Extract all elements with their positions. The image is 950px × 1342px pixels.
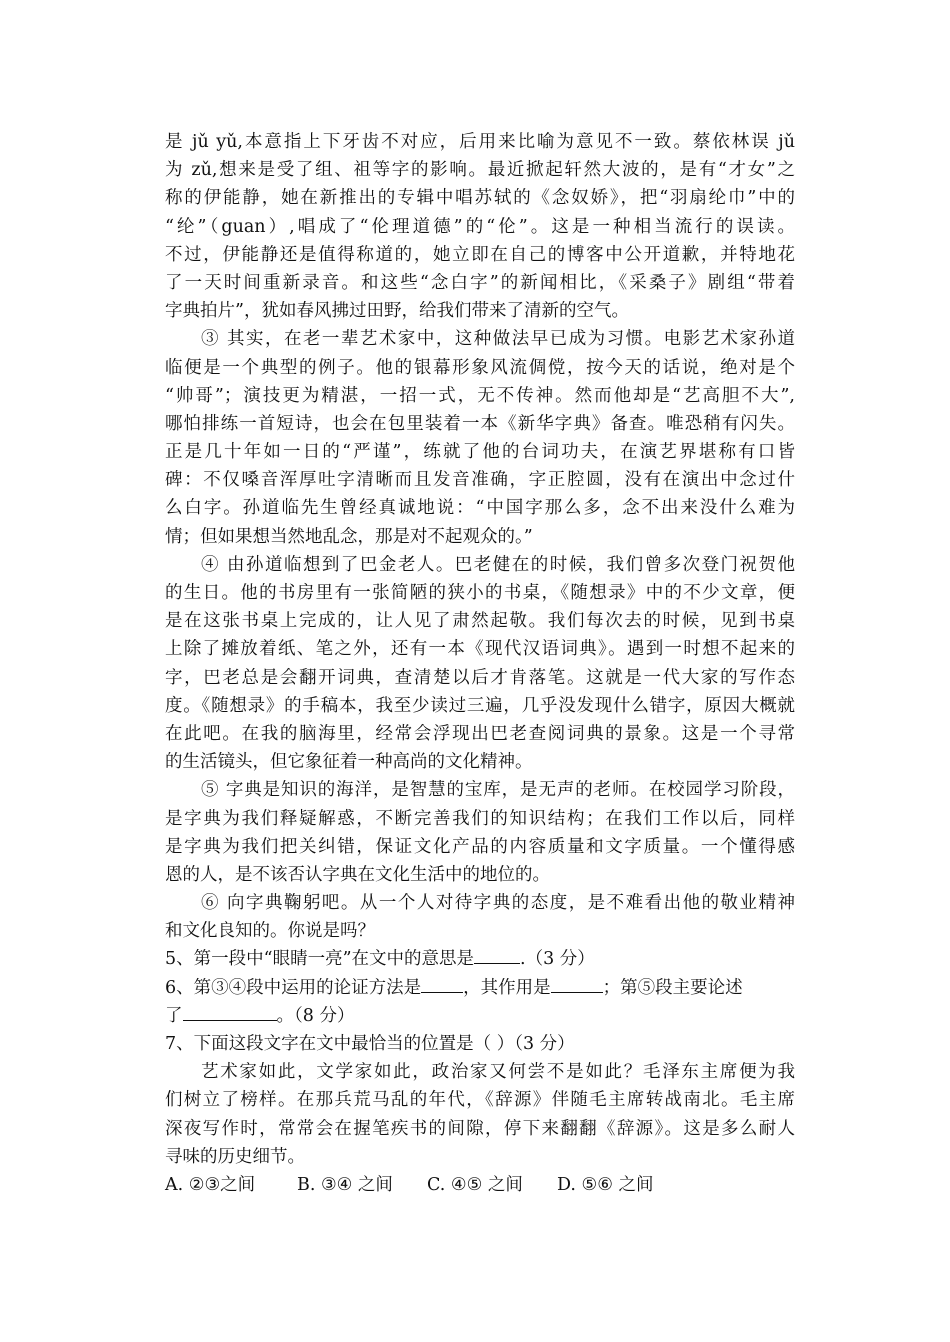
paragraph-4-start: ④ 由孙道临想到了巴金老人。巴老健在的时候，我们曾多次登门祝贺他 [201,554,795,575]
text-line: 是在这张书桌上完成的，让人见了肃然起敬。我们每次去的时候，见到书桌 [165,611,795,632]
text-line: 和文化良知的。你说是吗？ [165,921,375,942]
text-line: 们树立了榜样。在那兵荒马乱的年代，《辞源》伴随毛主席转战南北。毛主席 [165,1090,795,1111]
text-line: 的生活镜头，但它象征着一种高尚的文化精神。 [165,752,533,773]
text-line: 恩的人，是不该否认字典在文化生活中的地位的。 [165,864,550,885]
article-text [165,128,795,1199]
answer-blank[interactable] [474,945,520,964]
question-5-score: .（3 分） [520,949,595,970]
text-line: “帅哥”；演技更为精湛，一招一式，无不传神。然而他却是“艺高胆不大”, [165,385,795,406]
text-line: 度。《随想录》的手稿本，我至少读过三遍，几乎没发现什么错字，原因大概就 [165,695,795,716]
answer-blank[interactable] [183,1002,277,1021]
text-line: 情；但如果想当然地乱念，那是对不起观众的。” [165,526,533,547]
option-a[interactable]: A. ②③之间 [165,1174,256,1195]
text-line: 字典拍片”，犹如春风拂过田野，给我们带来了清新的空气。 [165,301,629,322]
text-line: 上除了摊放着纸、笔之外，还有一本《现代汉语词典》。遇到一时想不起来的 [165,639,795,660]
text-line: 么白字。孙道临先生曾经真诚地说：“中国字那么多，念不出来没什么难为 [165,498,795,519]
text-line: 了一天时间重新录音。和这些“念白字”的新闻相比，《采桑子》剧组“带着 [165,272,795,293]
option-c[interactable]: C. ④⑤ 之间 [427,1174,523,1195]
text-line: 称的伊能静，她在新推出的专辑中唱苏轼的《念奴娇》，把“羽扇纶巾”中的 [165,188,795,209]
text-line: 碑：不仅嗓音浑厚吐字清晰而且发音准确，字正腔圆，没有在演出中念过什 [165,470,795,491]
question-6-text: 了 [165,1005,183,1026]
text-line: 是字典为我们释疑解惑，不断完善我们的知识结构；在我们工作以后，同样 [165,808,795,829]
option-d[interactable]: D. ⑤⑥ 之间 [557,1174,654,1195]
answer-options [165,1171,795,1199]
text-line: 的生日。他的书房里有一张简陋的狭小的书桌，《随想录》中的不少文章，便 [165,583,795,603]
text-line: 在此吧。在我的脑海里，经常会浮现出巴老查阅词典的景象。这是一个寻常 [165,723,795,744]
answer-blank[interactable] [551,974,603,993]
paragraph-6-start: ⑥ 向字典鞠躬吧。从一个人对待字典的态度，是不难看出他的敬业精神 [201,893,795,914]
text-line: 临便是一个典型的例子。他的银幕形象风流倜傥，按今天的话说，绝对是个 [165,357,795,378]
question-6-text: ；第⑤段主要论述 [602,977,743,998]
text-line: 为 zǔ,想来是受了组、祖等字的影响。最近掀起轩然大波的，是有“才女”之 [165,160,795,181]
answer-blank[interactable] [421,974,463,993]
question-5 [165,945,795,973]
text-line: 哪怕排练一首短诗，也会在包里装着一本《新华字典》备查。唯恐稍有闪失。 [165,413,795,434]
question-5-text: 5、第一段中“眼睛一亮”在文中的意思是 [165,949,475,970]
text-line: 深夜写作时，常常会在握笔疾书的间隙，停下来翻翻《辞源》。这是多么耐人 [165,1118,795,1139]
question-7: 7、下面这段文字在文中最恰当的位置是（ ）（3 分） [165,1034,575,1054]
text-line: 是 jǔ yǔ,本意指上下牙齿不对应，后用来比喻为意见不一致。蔡依林误 jǔ [165,132,795,152]
option-b[interactable]: B. ③④ 之间 [297,1174,393,1195]
paragraph-3-start: ③ 其实，在老一辈艺术家中，这种做法早已成为习惯。电影艺术家孙道 [201,329,795,350]
text-line: 寻味的历史细节。 [165,1146,305,1167]
paragraph-5-start: ⑤ 字典是知识的海洋，是智慧的宝库，是无声的老师。在校园学习阶段， [201,780,795,801]
question-6-score: 。（8 分） [276,1005,355,1026]
question-6-continued [165,1002,795,1030]
question-6-text: 6、第③④段中运用的论证方法是 [165,977,422,998]
text-line: 是字典为我们把关纠错，保证文化产品的内容质量和文字质量。一个懂得感 [165,836,795,857]
question-6-text: ，其作用是 [463,977,551,998]
text-line: “纶”（guan）,唱成了“伦理道德”的“伦”。这是一种相当流行的误读。 [165,216,795,237]
text-line: 不过，伊能静还是值得称道的，她立即在自己的博客中公开道歉，并特地花 [165,244,795,265]
question-7-passage: 艺术家如此，文学家如此，政治家又何尝不是如此？毛泽东主席便为我 [201,1062,795,1083]
question-6 [165,974,795,1002]
text-line: 字，巴老总是会翻开词典，查清楚以后才肯落笔。这就是一代大家的写作态 [165,667,795,688]
text-line: 正是几十年如一日的“严谨”，练就了他的台词功夫，在演艺界堪称有口皆 [165,442,795,463]
